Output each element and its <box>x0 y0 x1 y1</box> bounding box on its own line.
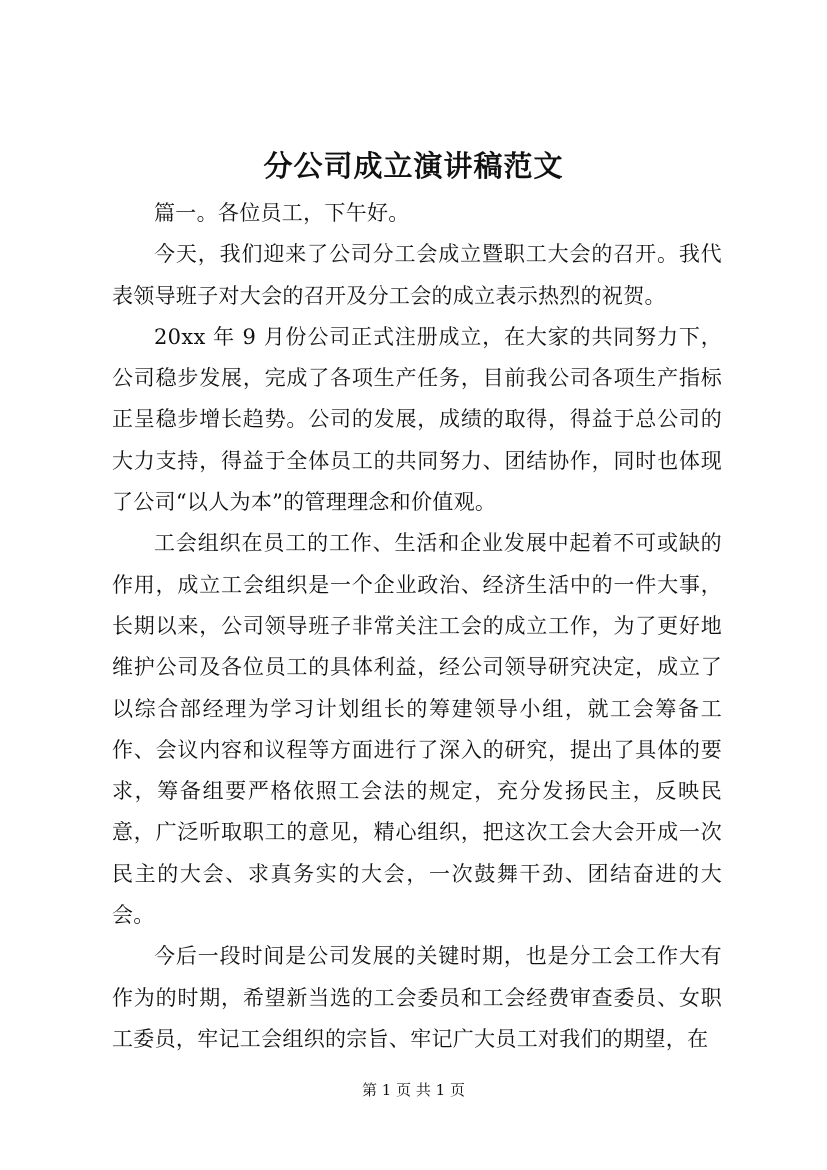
paragraph-1: 篇一。各位员工，下午好。 <box>154 201 410 225</box>
paragraph-2: 今天，我们迎来了公司分工会成立暨职工大会的召开。我代表领导班子对大会的召开及分工会的成立表示热烈的祝贺。 <box>112 242 722 308</box>
paragraph-3: 20xx 年 9 月份公司正式注册成立，在大家的共同努力下，公司稳步发展，完成了各项生产任务，目前我公司各项生产指标正呈稳步增长趋势。公司的发展，成绩的取得，得益于总公司的大力支持，得益于全体员工的共同努力、团结协作，同时也体现了公司“以人为本”的管理理念和价值观。 <box>112 324 722 515</box>
document-title: 分公司成立演讲稿范文 <box>263 149 564 183</box>
paragraph-5: 今后一段时间是公司发展的关键时期，也是分工会工作大有作为的时期，希望新当选的工会委员和工会经费审查委员、女职工委员，牢记工会组织的宗旨、牢记广大员工对我们的期望，在 <box>112 944 722 1051</box>
document-body <box>112 193 722 1060</box>
paragraph-4: 工会组织在员工的工作、生活和企业发展中起着不可或缺的作用，成立工会组织是一个企业政治、经济生活中的一件大事，长期以来，公司领导班子非常关注工会的成立工作，为了更好地维护公司及各位员工的具体利益，经公司领导研究决定，成立了以综合部经理为学习计划组长的筹建领导小组，就工会筹备工作、会议内容和议程等方面进行了深入的研究，提出了具体的要求，筹备组要严格依照工会法的规定，充分发扬民主，反映民意，广泛听取职工的意见，精心组织，把这次工会大会开成一次民主的大会、求真务实的大会，一次鼓舞干劲、团结奋进的大会。 <box>112 531 722 928</box>
page-footer: 第 1 页 共 1 页 <box>362 1081 465 1099</box>
